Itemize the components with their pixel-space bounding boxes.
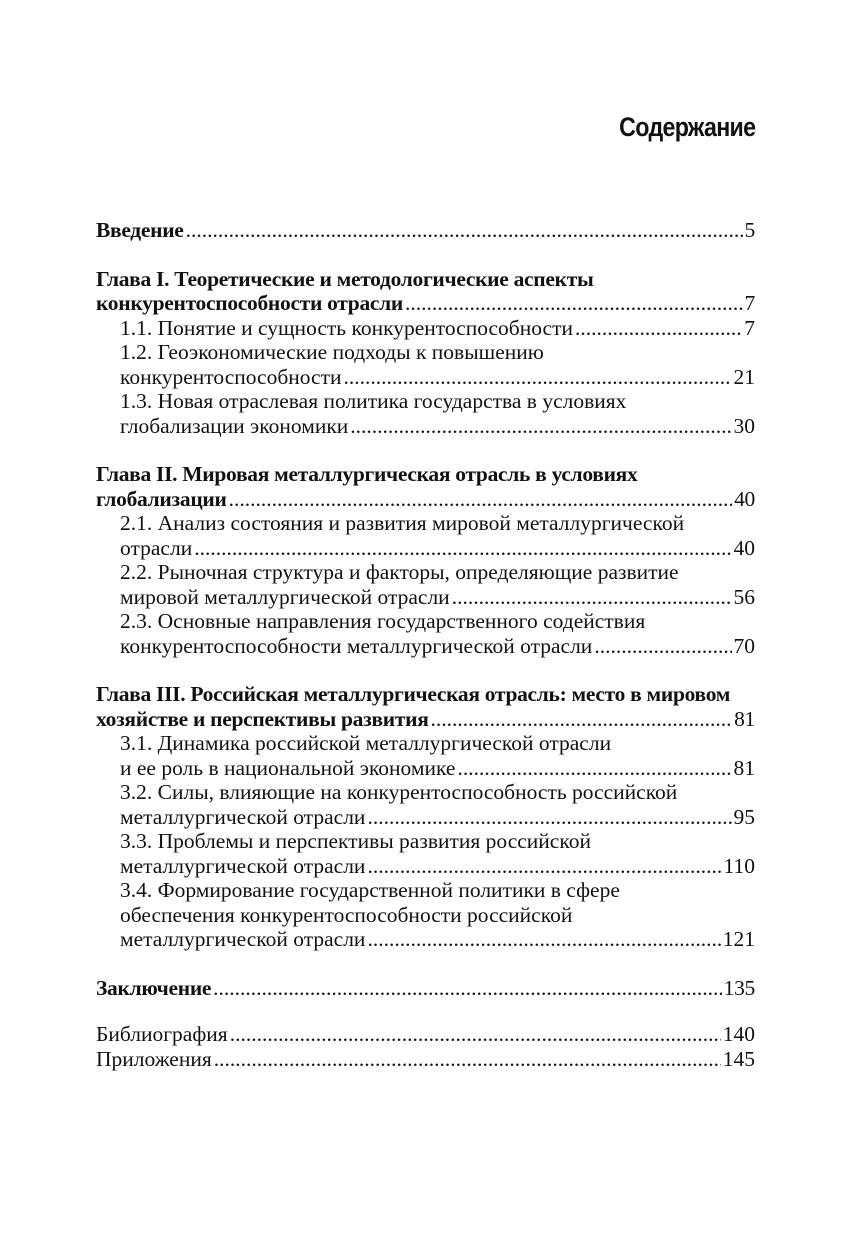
toc-entry-label: Глава III. Российская металлургическая отрасль: место в мировом [96, 682, 731, 706]
toc-section-2-2[interactable] [96, 560, 755, 609]
toc-section-3-1[interactable] [96, 731, 755, 780]
toc-entry-label: Глава I. Теоретические и методологические аспекты [96, 266, 594, 291]
page-title: Содержание [618, 112, 755, 142]
toc-entry-label: Глава II. Мировая металлургическая отрасль в условиях [96, 462, 638, 486]
toc-entry-label: конкурентоспособности отрасли [96, 291, 404, 315]
dot-leader [230, 1022, 721, 1047]
toc-section-2-3[interactable] [96, 609, 755, 658]
page-number: 7 [744, 291, 755, 315]
dot-leader [350, 414, 731, 439]
toc-entry-label: отрасли [120, 535, 193, 560]
toc-entry-label: 1.2. Геоэкономические подходы к повышению [120, 340, 544, 364]
toc-entry-label: Библиография [96, 1022, 228, 1046]
toc-entry-label: 3.1. Динамика российской металлургической отрасли [120, 731, 612, 755]
page-number: 81 [734, 706, 755, 731]
dot-leader [457, 756, 731, 781]
page-number: 95 [733, 804, 755, 829]
toc-entry-label: 2.2. Рыночная структура и факторы, определяющие развитие [120, 560, 679, 584]
page-number: 21 [733, 364, 755, 389]
toc-entry-label: 1.1. Понятие и сущность конкурентоспособности [120, 315, 573, 340]
dot-leader [405, 291, 743, 316]
toc-entry-label: и ее роль в национальной экономике [120, 755, 456, 780]
toc-entry-bibliography[interactable] [96, 1022, 755, 1047]
dot-leader [367, 927, 720, 952]
dot-leader [229, 487, 733, 512]
toc-section-3-4[interactable] [96, 878, 755, 952]
toc-entry-introduction[interactable] [96, 218, 755, 243]
table-of-contents [96, 218, 755, 1071]
toc-chapter-title-line [96, 291, 755, 316]
page-number: 110 [723, 853, 755, 878]
page-number: 5 [744, 218, 755, 242]
toc-entry-label: металлургической отрасли [120, 804, 366, 829]
page-number: 140 [722, 1022, 755, 1046]
page-number: 56 [733, 584, 755, 609]
toc-entry-label: 3.4. Формирование государственной политики в сфере [120, 878, 620, 902]
toc-entry-label: 3.2. Силы, влияющие на конкурентоспособность российской [120, 780, 678, 804]
toc-chapter-1[interactable] [96, 267, 755, 316]
toc-entry-label: глобализации [96, 486, 227, 511]
toc-entry-label: мировой металлургической отрасли [120, 584, 450, 609]
toc-entry-label: конкурентоспособности [120, 364, 342, 389]
page-number: 7 [744, 315, 755, 340]
toc-entry-label: 2.3. Основные направления государственного содействия [120, 609, 646, 633]
toc-entry-label: Введение [96, 218, 184, 242]
toc-section-1-1[interactable] [96, 316, 755, 341]
dot-leader [575, 316, 742, 341]
toc-entry-label: металлургической отрасли [120, 853, 366, 878]
toc-entry-label: обеспечения конкурентоспособности российской [120, 902, 573, 927]
toc-entry-conclusion[interactable] [96, 976, 755, 1001]
toc-section-2-1[interactable] [96, 511, 755, 560]
toc-entry-label: 3.3. Проблемы и перспективы развития российской [120, 829, 591, 853]
dot-leader [214, 1047, 721, 1072]
toc-section-3-3[interactable] [96, 829, 755, 878]
dot-leader [186, 218, 743, 243]
toc-chapter-2[interactable] [96, 462, 755, 511]
page-number: 145 [722, 1046, 755, 1071]
dot-leader [344, 365, 732, 390]
dot-leader [367, 805, 731, 830]
toc-entry-label: 2.1. Анализ состояния и развития мировой металлургической [120, 511, 685, 535]
toc-entry-label: глобализации экономики [120, 413, 349, 438]
dot-leader [194, 536, 731, 561]
dot-leader [452, 585, 732, 610]
dot-leader [213, 976, 721, 1001]
toc-entry-label: Приложения [96, 1046, 212, 1071]
page-number: 70 [733, 633, 755, 658]
toc-chapter-title-line [96, 267, 755, 292]
dot-leader [431, 707, 733, 732]
toc-entry-label: 1.3. Новая отраслевая политика государства в условиях [120, 389, 627, 413]
toc-section-3-2[interactable] [96, 780, 755, 829]
toc-section-1-3[interactable] [96, 389, 755, 438]
page-number: 40 [733, 535, 755, 560]
toc-entry-label: конкурентоспособности металлургической отрасли [120, 633, 593, 658]
page-number: 135 [723, 975, 755, 1000]
toc-entry-label: Заключение [96, 975, 212, 1000]
page-number: 81 [733, 755, 755, 780]
toc-chapter-3[interactable] [96, 682, 755, 731]
dot-leader [594, 634, 731, 659]
page-number: 121 [722, 927, 755, 951]
toc-entry-label: хозяйстве и перспективы развития [96, 706, 429, 731]
page-number: 30 [733, 413, 755, 438]
toc-entry-label: металлургической отрасли [120, 927, 366, 951]
page-number: 40 [734, 486, 755, 511]
toc-section-1-2[interactable] [96, 340, 755, 389]
toc-entry-appendices[interactable] [96, 1047, 755, 1072]
dot-leader [367, 854, 721, 879]
